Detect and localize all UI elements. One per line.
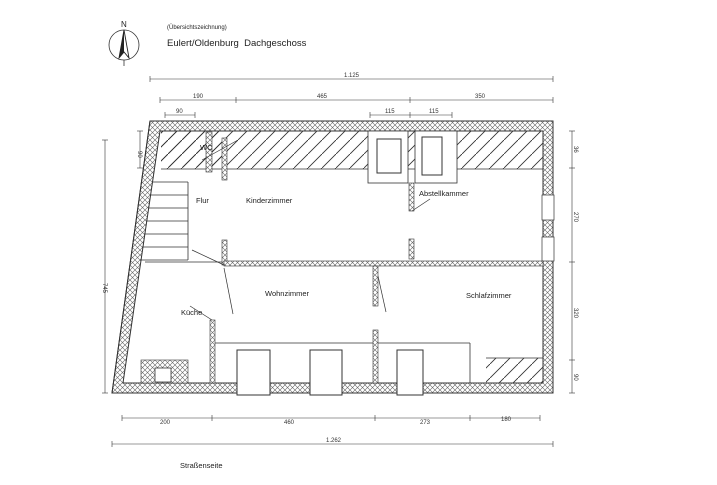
north-label: N [121, 20, 127, 29]
skylight-bottom-3 [397, 350, 423, 395]
dim-bottom-273: 273 [420, 420, 431, 426]
dim-right-270: 270 [572, 212, 578, 223]
room-label-flur: Flur [196, 196, 209, 205]
room-label-wohnzimmer: Wohnzimmer [265, 289, 310, 298]
room-label-kinderzimmer: Kinderzimmer [246, 196, 293, 205]
dim-top-190: 190 [193, 94, 204, 100]
dim-top-total: 1.125 [344, 73, 360, 79]
dim-bottom-460: 460 [284, 420, 295, 426]
room-label-kueche: Küche [181, 308, 203, 317]
room-label-abstellkammer: Abstellkammer [419, 189, 469, 198]
dim-left-total: 745 [101, 283, 107, 294]
skylight-top-1 [368, 131, 408, 183]
skylight-top-2 [415, 131, 457, 183]
dim-top-90: 90 [176, 109, 183, 115]
dim-right-90: 90 [572, 374, 578, 381]
dim-left-90: 90 [136, 151, 142, 158]
dim-top-465: 465 [317, 94, 328, 100]
plan-title: Eulert/Oldenburg Dachgeschoss [167, 38, 307, 49]
dim-bottom-180: 180 [501, 417, 512, 423]
street-side-label: Straßenseite [180, 461, 223, 470]
room-label-wc: WC [200, 143, 213, 152]
dim-right-36: 36 [572, 146, 578, 153]
dim-top-115b: 115 [429, 109, 439, 115]
dim-top-115a: 115 [385, 109, 395, 115]
north-arrow-icon [109, 20, 139, 66]
dim-right-320: 320 [572, 308, 578, 319]
dim-bottom-total: 1.262 [326, 438, 342, 444]
plan-subtitle: (Übersichtszeichnung) [167, 25, 227, 31]
dim-top-350: 350 [475, 94, 486, 100]
skylight-bottom-1 [237, 350, 270, 395]
dim-bottom-200: 200 [160, 420, 171, 426]
skylight-bottom-2 [310, 350, 342, 395]
room-label-schlafzimmer: Schlafzimmer [466, 291, 512, 300]
window-right-lower [542, 237, 554, 261]
stair-bottom-left [141, 360, 188, 383]
window-right-upper [542, 195, 554, 220]
